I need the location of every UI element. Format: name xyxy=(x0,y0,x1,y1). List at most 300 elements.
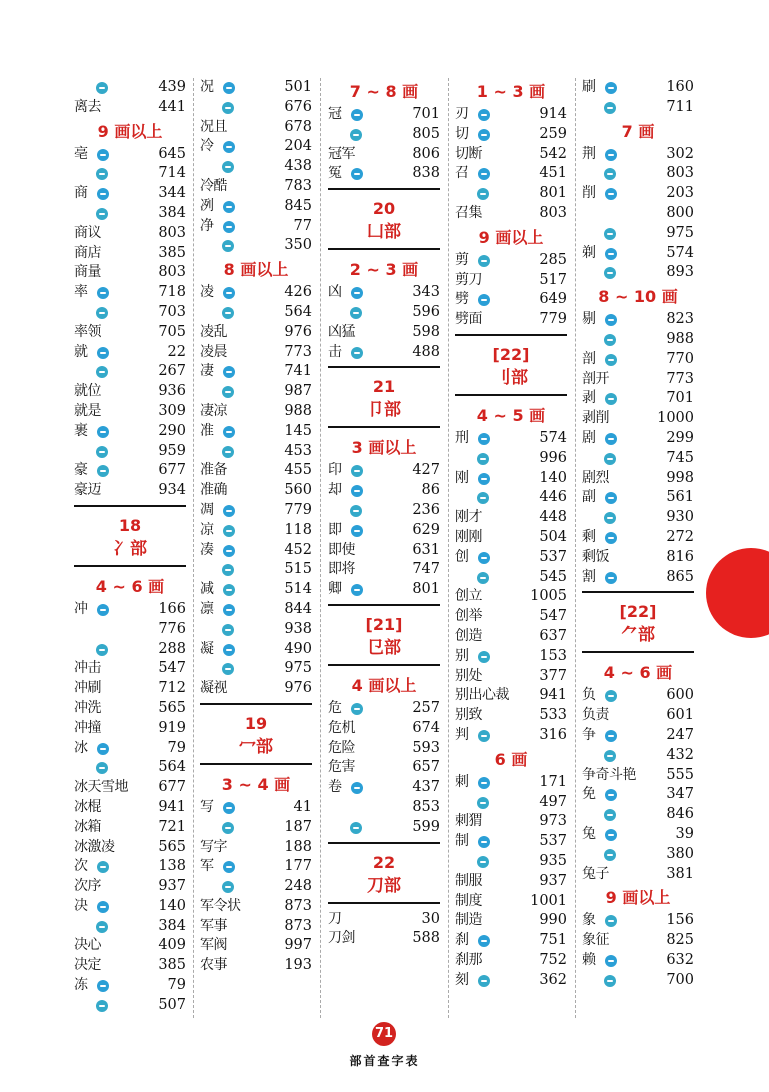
entry-character: 凝 xyxy=(200,640,214,657)
entry-character: 剧 xyxy=(582,429,596,446)
entry-page-number: 177 xyxy=(284,858,312,875)
write-marker-icon xyxy=(477,797,489,809)
read-marker-icon xyxy=(351,485,363,497)
read-marker-icon xyxy=(605,829,617,841)
write-marker-icon xyxy=(350,307,362,319)
write-marker-icon xyxy=(604,267,616,279)
read-marker-icon xyxy=(478,129,490,141)
entry-page-number: 803 xyxy=(158,264,186,281)
index-entry xyxy=(328,818,440,838)
entry-character: 商议 xyxy=(74,224,101,241)
index-entry xyxy=(455,528,567,548)
radical-number: [22] xyxy=(492,344,530,364)
entry-page-number: 598 xyxy=(412,323,440,340)
radical-symbol: 卩部 xyxy=(367,400,401,421)
entry-page-number: 377 xyxy=(539,667,567,684)
entry-character: 兔子 xyxy=(582,865,609,882)
index-entry xyxy=(74,976,186,996)
index-entry xyxy=(455,832,567,852)
entry-page-number: 385 xyxy=(158,244,186,261)
index-entry xyxy=(328,560,440,580)
entry-page-number: 501 xyxy=(284,79,312,95)
read-marker-icon xyxy=(223,221,235,233)
entry-page-number: 803 xyxy=(158,224,186,241)
write-marker-icon xyxy=(96,762,108,774)
entry-page-number: 542 xyxy=(539,145,567,162)
entry-character: 剧烈 xyxy=(582,469,609,486)
read-marker-icon xyxy=(605,433,617,445)
entry-character: 制造 xyxy=(455,912,482,929)
stroke-count-heading: 9 画以上 xyxy=(97,121,163,141)
index-entry xyxy=(74,798,186,818)
index-entry xyxy=(328,481,440,501)
entry-page-number: 504 xyxy=(539,528,567,545)
entry-page-number: 488 xyxy=(412,343,440,360)
radical-section-header xyxy=(328,188,440,250)
entry-character: 冰 xyxy=(74,739,88,756)
entry-character: 荆 xyxy=(582,145,596,162)
entry-character: 况 xyxy=(200,79,214,95)
index-entry xyxy=(74,758,186,778)
read-marker-icon xyxy=(223,82,235,94)
index-entry xyxy=(582,145,694,165)
entry-character: 危机 xyxy=(328,719,355,736)
entry-page-number: 285 xyxy=(539,251,567,268)
entry-page-number: 39 xyxy=(675,825,694,842)
entry-page-number: 380 xyxy=(666,845,694,862)
entry-character: 准备 xyxy=(200,462,227,479)
write-marker-icon xyxy=(605,354,617,366)
entry-page-number: 676 xyxy=(284,98,312,115)
index-entry xyxy=(200,78,312,98)
read-marker-icon xyxy=(605,789,617,801)
entry-page-number: 517 xyxy=(539,271,567,288)
read-marker-icon xyxy=(97,901,109,913)
radical-number: 19 xyxy=(244,713,268,733)
index-entry xyxy=(455,911,567,931)
index-entry xyxy=(582,389,694,409)
entry-page-number: 741 xyxy=(284,363,312,380)
entry-character: 凌乱 xyxy=(200,323,227,340)
read-marker-icon xyxy=(605,955,617,967)
entry-character: 决 xyxy=(74,897,88,914)
index-entry xyxy=(582,98,694,118)
entry-character: 冲撞 xyxy=(74,719,101,736)
index-entry xyxy=(455,125,567,145)
index-entry xyxy=(582,568,694,588)
read-marker-icon xyxy=(605,730,617,742)
index-entry xyxy=(582,971,694,991)
index-entry xyxy=(74,343,186,363)
entry-character: 即将 xyxy=(328,561,355,578)
entry-character: 刀 xyxy=(328,910,342,927)
read-marker-icon xyxy=(478,777,490,789)
entry-character: 象征 xyxy=(582,932,609,949)
entry-page-number: 779 xyxy=(284,501,312,518)
write-marker-icon xyxy=(477,492,489,504)
entry-character: 冻 xyxy=(74,977,88,994)
entry-character: 豪迈 xyxy=(74,482,101,499)
read-marker-icon xyxy=(478,109,490,121)
entry-page-number: 806 xyxy=(412,145,440,162)
entry-character: 冠 xyxy=(328,106,342,122)
index-entry xyxy=(200,442,312,462)
index-column-1 xyxy=(74,78,186,1016)
entry-page-number: 533 xyxy=(539,707,567,724)
index-entry xyxy=(200,236,312,256)
stroke-count-heading: 4 ~ 6 画 xyxy=(95,576,165,596)
entry-character: 刹 xyxy=(455,932,469,949)
index-column-4 xyxy=(455,78,567,990)
entry-page-number: 938 xyxy=(284,620,312,637)
index-entry xyxy=(582,766,694,786)
entry-character: 军 xyxy=(200,858,214,875)
write-marker-icon xyxy=(604,750,616,762)
entry-page-number: 637 xyxy=(539,627,567,644)
read-marker-icon xyxy=(97,980,109,992)
write-marker-icon xyxy=(477,188,489,200)
entry-page-number: 779 xyxy=(539,311,567,328)
column-divider xyxy=(448,78,449,1018)
radical-section-header xyxy=(200,703,312,765)
index-entry xyxy=(582,469,694,489)
index-entry xyxy=(200,798,312,818)
index-entry xyxy=(455,508,567,528)
entry-character: 剥削 xyxy=(582,410,609,427)
entry-page-number: 747 xyxy=(412,561,440,578)
index-entry xyxy=(200,936,312,956)
entry-character: 劈 xyxy=(455,291,469,308)
index-entry xyxy=(455,429,567,449)
index-entry xyxy=(455,951,567,971)
index-entry xyxy=(582,409,694,429)
entry-page-number: 385 xyxy=(158,957,186,974)
entry-page-number: 853 xyxy=(412,798,440,815)
entry-character: 别处 xyxy=(455,667,482,684)
stroke-count-heading: 2 ~ 3 画 xyxy=(349,260,419,280)
entry-character: 商 xyxy=(74,185,88,202)
entry-page-number: 773 xyxy=(284,343,312,360)
entry-page-number: 973 xyxy=(539,813,567,830)
entry-page-number: 776 xyxy=(158,620,186,637)
entry-character: 冷酷 xyxy=(200,177,227,194)
entry-page-number: 565 xyxy=(158,838,186,855)
entry-page-number: 574 xyxy=(666,244,694,261)
write-marker-icon xyxy=(222,386,234,398)
read-marker-icon xyxy=(223,201,235,213)
index-entry xyxy=(582,164,694,184)
entry-character: 冲刷 xyxy=(74,680,101,697)
entry-page-number: 599 xyxy=(412,818,440,835)
entry-page-number: 547 xyxy=(158,660,186,677)
entry-page-number: 343 xyxy=(412,284,440,301)
index-entry xyxy=(74,263,186,283)
index-entry xyxy=(328,758,440,778)
entry-page-number: 248 xyxy=(284,878,312,895)
radical-number: [22] xyxy=(619,602,657,622)
radical-symbol: 凵部 xyxy=(367,222,401,243)
write-marker-icon xyxy=(222,446,234,458)
entry-page-number: 705 xyxy=(158,323,186,340)
read-marker-icon xyxy=(478,552,490,564)
entry-page-number: 272 xyxy=(666,528,694,545)
index-entry xyxy=(582,726,694,746)
entry-page-number: 514 xyxy=(284,581,312,598)
read-marker-icon xyxy=(351,584,363,596)
index-entry xyxy=(74,164,186,184)
index-entry xyxy=(74,145,186,165)
entry-page-number: 988 xyxy=(284,402,312,419)
entry-character: 负 xyxy=(582,687,596,704)
entry-character: 次 xyxy=(74,858,88,875)
write-marker-icon xyxy=(604,849,616,861)
entry-page-number: 160 xyxy=(666,79,694,95)
index-entry xyxy=(74,402,186,422)
index-entry xyxy=(200,137,312,157)
entry-page-number: 140 xyxy=(539,469,567,486)
index-entry xyxy=(200,857,312,877)
entry-page-number: 937 xyxy=(158,878,186,895)
write-marker-icon xyxy=(222,822,234,834)
index-entry xyxy=(582,429,694,449)
write-marker-icon xyxy=(478,975,490,987)
index-entry xyxy=(455,469,567,489)
index-entry xyxy=(200,541,312,561)
entry-character: 危害 xyxy=(328,759,355,776)
entry-page-number: 800 xyxy=(666,204,694,221)
entry-character: 就位 xyxy=(74,383,101,400)
entry-page-number: 823 xyxy=(666,311,694,328)
index-entry xyxy=(200,283,312,303)
index-entry xyxy=(328,501,440,521)
index-entry xyxy=(455,105,567,125)
index-entry xyxy=(74,719,186,739)
index-entry xyxy=(200,118,312,138)
entry-character: 军令状 xyxy=(200,897,241,914)
write-marker-icon xyxy=(222,663,234,675)
write-marker-icon xyxy=(222,564,234,576)
entry-page-number: 873 xyxy=(284,917,312,934)
entry-character: 率 xyxy=(74,284,88,301)
entry-character: 冰激凌 xyxy=(74,838,115,855)
write-marker-icon xyxy=(96,921,108,933)
write-marker-icon xyxy=(604,809,616,821)
entry-character: 剩 xyxy=(582,528,596,545)
entry-page-number: 998 xyxy=(666,469,694,486)
radical-symbol: 刀部 xyxy=(367,875,401,896)
entry-character: 凑 xyxy=(200,541,214,558)
index-entry xyxy=(200,402,312,422)
entry-page-number: 267 xyxy=(158,363,186,380)
index-entry xyxy=(582,931,694,951)
index-entry xyxy=(582,370,694,390)
page-edge-tab xyxy=(706,548,769,638)
index-entry xyxy=(328,461,440,481)
entry-character: 创立 xyxy=(455,588,482,605)
stroke-count-heading: 6 画 xyxy=(494,749,528,769)
index-entry xyxy=(455,812,567,832)
entry-character: 危险 xyxy=(328,739,355,756)
radical-number: [21] xyxy=(365,614,403,634)
entry-page-number: 545 xyxy=(539,568,567,585)
index-entry xyxy=(582,350,694,370)
entry-page-number: 914 xyxy=(539,106,567,122)
index-entry xyxy=(74,244,186,264)
index-entry xyxy=(455,667,567,687)
index-entry xyxy=(200,481,312,501)
index-entry xyxy=(328,910,440,930)
entry-page-number: 629 xyxy=(412,521,440,538)
entry-character: 制服 xyxy=(455,872,482,889)
page-number: 71 xyxy=(372,1022,396,1046)
entry-page-number: 990 xyxy=(539,912,567,929)
index-entry xyxy=(582,686,694,706)
entry-character: 劈面 xyxy=(455,311,482,328)
index-entry xyxy=(582,845,694,865)
page-footer: 部首查字表 xyxy=(349,1054,420,1068)
index-entry xyxy=(582,224,694,244)
entry-character: 冲击 xyxy=(74,660,101,677)
stroke-count-heading: 4 ~ 5 画 xyxy=(476,405,546,425)
entry-page-number: 547 xyxy=(539,608,567,625)
entry-page-number: 564 xyxy=(158,759,186,776)
entry-page-number: 290 xyxy=(158,422,186,439)
index-entry xyxy=(455,271,567,291)
entry-page-number: 996 xyxy=(539,449,567,466)
write-marker-icon xyxy=(222,240,234,252)
entry-character: 赖 xyxy=(582,951,596,968)
entry-page-number: 140 xyxy=(158,897,186,914)
read-marker-icon xyxy=(223,366,235,378)
write-marker-icon xyxy=(605,690,617,702)
entry-page-number: 631 xyxy=(412,541,440,558)
entry-character: 创举 xyxy=(455,608,482,625)
entry-character: 凄凉 xyxy=(200,402,227,419)
stroke-count-heading: 9 画以上 xyxy=(478,227,544,247)
radical-section-header xyxy=(455,334,567,396)
entry-character: 即 xyxy=(328,521,342,538)
entry-character: 冷 xyxy=(200,138,214,155)
read-marker-icon xyxy=(605,188,617,200)
radical-symbol: 冫部 xyxy=(113,538,147,559)
radical-number: 22 xyxy=(372,852,396,872)
entry-page-number: 79 xyxy=(167,977,186,994)
index-entry xyxy=(200,620,312,640)
column-divider xyxy=(193,78,194,1018)
index-entry xyxy=(200,98,312,118)
entry-page-number: 316 xyxy=(539,726,567,743)
entry-character: 凉 xyxy=(200,521,214,538)
entry-character: 刺 xyxy=(455,773,469,790)
entry-page-number: 700 xyxy=(666,971,694,988)
index-entry xyxy=(455,647,567,667)
write-marker-icon xyxy=(477,572,489,584)
write-marker-icon xyxy=(478,651,490,663)
entry-character: 印 xyxy=(328,462,342,479)
entry-character: 农事 xyxy=(200,957,227,974)
write-marker-icon xyxy=(604,334,616,346)
radical-symbol: 㔾部 xyxy=(367,637,401,658)
entry-page-number: 77 xyxy=(293,217,312,234)
index-entry xyxy=(455,852,567,872)
index-entry xyxy=(582,865,694,885)
entry-page-number: 770 xyxy=(666,350,694,367)
index-entry xyxy=(328,778,440,798)
entry-character: 切 xyxy=(455,125,469,142)
index-entry xyxy=(200,362,312,382)
entry-page-number: 893 xyxy=(666,264,694,281)
read-marker-icon xyxy=(97,604,109,616)
radical-symbol: ⺈部 xyxy=(621,625,655,646)
entry-character: 刃 xyxy=(455,106,469,122)
entry-page-number: 247 xyxy=(666,726,694,743)
read-marker-icon xyxy=(223,141,235,153)
write-marker-icon xyxy=(604,975,616,987)
index-entry xyxy=(200,303,312,323)
entry-page-number: 156 xyxy=(666,912,694,929)
entry-character: 军事 xyxy=(200,917,227,934)
index-entry xyxy=(74,818,186,838)
index-entry xyxy=(455,892,567,912)
stroke-count-heading: 1 ~ 3 画 xyxy=(476,82,546,101)
entry-character: 切断 xyxy=(455,145,482,162)
index-entry xyxy=(74,679,186,699)
entry-page-number: 448 xyxy=(539,509,567,526)
entry-character: 凄 xyxy=(200,363,214,380)
index-entry xyxy=(74,996,186,1016)
index-entry xyxy=(582,184,694,204)
read-marker-icon xyxy=(351,525,363,537)
entry-page-number: 432 xyxy=(666,746,694,763)
index-entry xyxy=(74,640,186,660)
index-entry xyxy=(74,461,186,481)
entry-page-number: 844 xyxy=(284,600,312,617)
write-marker-icon xyxy=(350,505,362,517)
entry-page-number: 596 xyxy=(412,303,440,320)
index-entry xyxy=(455,931,567,951)
read-marker-icon xyxy=(97,188,109,200)
entry-character: 争 xyxy=(582,726,596,743)
index-entry xyxy=(455,145,567,165)
index-entry xyxy=(200,521,312,541)
entry-character: 冽 xyxy=(200,197,214,214)
entry-character: 即使 xyxy=(328,541,355,558)
entry-page-number: 919 xyxy=(158,719,186,736)
index-entry xyxy=(74,323,186,343)
entry-page-number: 975 xyxy=(666,224,694,241)
index-entry xyxy=(74,956,186,976)
entry-page-number: 711 xyxy=(666,98,694,115)
index-entry xyxy=(582,746,694,766)
entry-page-number: 632 xyxy=(666,951,694,968)
entry-page-number: 193 xyxy=(284,957,312,974)
entry-character: 免 xyxy=(582,786,596,803)
entry-character: 刑 xyxy=(455,429,469,446)
entry-page-number: 935 xyxy=(539,852,567,869)
entry-page-number: 171 xyxy=(539,773,567,790)
entry-character: 离去 xyxy=(74,98,101,115)
index-entry xyxy=(328,798,440,818)
entry-page-number: 987 xyxy=(284,383,312,400)
entry-character: 剃 xyxy=(582,244,596,261)
index-entry xyxy=(74,936,186,956)
entry-page-number: 288 xyxy=(158,640,186,657)
entry-page-number: 1001 xyxy=(530,892,567,909)
entry-page-number: 976 xyxy=(284,323,312,340)
index-entry xyxy=(455,793,567,813)
index-entry xyxy=(200,640,312,660)
index-entry xyxy=(74,699,186,719)
